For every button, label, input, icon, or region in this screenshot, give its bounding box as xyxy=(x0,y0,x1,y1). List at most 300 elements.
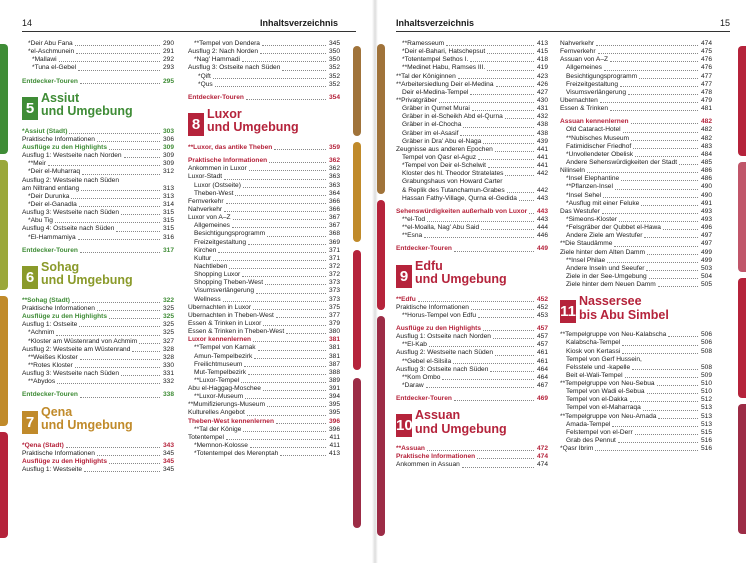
dot-leader xyxy=(248,239,326,245)
chapter-heading[interactable] xyxy=(396,260,548,294)
toc-entry-page: 345 xyxy=(162,465,174,473)
dot-leader xyxy=(233,214,326,220)
chapter-tab[interactable] xyxy=(0,432,8,538)
chapter-title-line2: und Umgebung xyxy=(41,104,133,119)
toc-entry-page: 515 xyxy=(700,428,712,436)
toc-entry[interactable] xyxy=(560,64,712,72)
toc-entry[interactable] xyxy=(22,391,174,399)
toc-entry-title: **Kom Ombo xyxy=(396,374,441,382)
toc-entry-title: Amada-Tempel xyxy=(560,421,611,429)
chapter-tab[interactable] xyxy=(353,250,361,370)
toc-entry[interactable] xyxy=(396,73,548,81)
toc-entry-title: Tempel von el-Dakka xyxy=(560,396,629,404)
toc-entry[interactable] xyxy=(188,56,340,64)
toc-entry-page: 469 xyxy=(536,395,548,403)
toc-entry-page: 373 xyxy=(328,279,340,287)
toc-entry[interactable] xyxy=(560,118,712,126)
toc-entry-page: 293 xyxy=(162,64,174,72)
dot-leader xyxy=(612,421,698,427)
dot-leader xyxy=(635,151,698,157)
chapter-title xyxy=(579,295,669,322)
toc-entry[interactable] xyxy=(396,366,548,374)
chapter-tab[interactable] xyxy=(377,200,385,310)
toc-entry-title: Kultur xyxy=(188,255,212,263)
toc-entry[interactable] xyxy=(188,304,340,312)
toc-entry-title: Ausflug 1: Ostseite xyxy=(22,321,78,329)
toc-entry[interactable] xyxy=(22,64,174,72)
toc-entry-page: 477 xyxy=(700,72,712,80)
toc-entry[interactable] xyxy=(560,429,712,437)
toc-entry[interactable] xyxy=(396,121,548,129)
dot-leader xyxy=(267,230,326,236)
toc-entry[interactable] xyxy=(22,144,174,152)
toc-entry[interactable] xyxy=(560,81,712,89)
dot-leader xyxy=(628,89,698,95)
toc-entry-page: 461 xyxy=(536,357,548,365)
toc-entry[interactable] xyxy=(396,56,548,64)
chapter-heading[interactable] xyxy=(396,409,548,443)
toc-entry[interactable] xyxy=(188,312,340,320)
dot-leader xyxy=(274,144,326,150)
toc-entry[interactable] xyxy=(188,48,340,56)
toc-entry[interactable] xyxy=(188,157,340,165)
dot-leader xyxy=(247,409,326,415)
toc-entry[interactable] xyxy=(560,224,712,232)
dot-leader xyxy=(658,281,698,287)
dot-leader xyxy=(124,152,160,158)
toc-entry-title: Andere Inseln und Seeufer xyxy=(560,265,645,273)
toc-entry[interactable] xyxy=(22,329,174,337)
toc-entry-page: 476 xyxy=(700,56,712,64)
toc-entry-title: *Qena (Stadt) xyxy=(22,441,64,449)
toc-entry-page: 331 xyxy=(162,370,174,378)
toc-entry[interactable] xyxy=(188,190,340,198)
toc-entry[interactable] xyxy=(188,344,340,352)
toc-entry[interactable] xyxy=(22,136,174,144)
toc-entry[interactable] xyxy=(188,409,340,417)
toc-entry[interactable] xyxy=(560,257,712,265)
dot-leader xyxy=(226,434,326,440)
dot-leader xyxy=(55,217,160,223)
chapter-tab[interactable] xyxy=(0,44,8,154)
chapter-heading[interactable] xyxy=(188,108,340,142)
toc-entry[interactable] xyxy=(560,240,712,248)
toc-entry[interactable] xyxy=(396,113,548,121)
toc-entry-page: 444 xyxy=(536,224,548,232)
toc-entry[interactable] xyxy=(188,450,340,458)
toc-entry[interactable] xyxy=(560,159,712,167)
toc-entry[interactable] xyxy=(396,89,548,97)
toc-entry[interactable] xyxy=(22,48,174,56)
toc-entry-page: 327 xyxy=(162,337,174,345)
toc-entry[interactable] xyxy=(396,105,548,113)
toc-entry[interactable] xyxy=(560,126,712,134)
toc-entry[interactable] xyxy=(188,385,340,393)
toc-entry[interactable] xyxy=(188,182,340,190)
toc-entry-page: 369 xyxy=(328,238,340,246)
toc-entry[interactable] xyxy=(188,442,340,450)
dot-leader xyxy=(242,271,326,277)
toc-entry-title: Beit el-Wali-Tempel xyxy=(560,372,624,380)
toc-entry[interactable] xyxy=(188,198,340,206)
toc-entry[interactable] xyxy=(188,73,340,81)
toc-entry[interactable] xyxy=(188,255,340,263)
toc-entry[interactable] xyxy=(560,89,712,97)
toc-entry[interactable] xyxy=(22,152,174,160)
chapter-tab[interactable] xyxy=(738,162,746,272)
toc-entry[interactable] xyxy=(396,232,548,240)
toc-entry-page: 426 xyxy=(536,80,548,88)
toc-entry-title: Entdecker-Touren xyxy=(22,246,78,254)
toc-entry[interactable] xyxy=(560,413,712,421)
toc-entry[interactable] xyxy=(560,135,712,143)
toc-entry[interactable] xyxy=(560,388,712,396)
toc-entry[interactable] xyxy=(560,437,712,445)
toc-entry[interactable] xyxy=(560,97,712,105)
toc-entry-title: Übernachten in Theben-West xyxy=(188,311,274,319)
toc-entry[interactable] xyxy=(396,453,548,461)
toc-entry-page: 345 xyxy=(162,449,174,457)
dot-leader xyxy=(66,442,160,448)
dot-leader xyxy=(507,187,534,193)
toc-entry[interactable] xyxy=(396,374,548,382)
toc-entry-page: 411 xyxy=(329,442,340,450)
toc-entry[interactable] xyxy=(188,287,340,295)
toc-entry[interactable] xyxy=(396,325,548,333)
toc-entry-page: 441 xyxy=(536,145,548,153)
dot-leader xyxy=(427,216,534,222)
toc-entry[interactable] xyxy=(22,378,174,386)
toc-entry[interactable] xyxy=(22,370,174,378)
toc-entry-title: *Totentempel Sethos I. xyxy=(396,56,469,64)
toc-entry[interactable] xyxy=(396,296,548,304)
toc-entry[interactable] xyxy=(22,362,174,370)
toc-entry[interactable] xyxy=(560,281,712,289)
toc-entry[interactable] xyxy=(188,165,340,173)
toc-entry[interactable] xyxy=(188,328,340,336)
toc-entry[interactable] xyxy=(188,434,340,442)
toc-entry[interactable] xyxy=(188,271,340,279)
dot-leader xyxy=(621,175,698,181)
chapter-tab[interactable] xyxy=(377,44,385,194)
toc-entry-title: Amun-Tempelbezirk xyxy=(188,353,253,361)
toc-entry[interactable] xyxy=(22,217,174,225)
toc-entry[interactable] xyxy=(22,247,174,255)
toc-entry-title: **Tempel von Dendera xyxy=(188,40,261,48)
toc-entry-title: **Mumifizierungs-Museum xyxy=(188,401,265,409)
chapter-tab[interactable] xyxy=(738,278,746,398)
toc-entry[interactable] xyxy=(396,382,548,390)
toc-entry-title: Ausflug 3: Ostseite nach Süden xyxy=(396,365,489,373)
toc-entry-page: 377 xyxy=(328,311,340,319)
dot-leader xyxy=(623,126,698,132)
dot-leader xyxy=(84,466,160,472)
toc-entry-page: 345 xyxy=(162,457,174,465)
toc-entry[interactable] xyxy=(22,234,174,242)
toc-entry[interactable] xyxy=(560,265,712,273)
toc-entry[interactable] xyxy=(560,396,712,404)
toc-entry[interactable] xyxy=(560,192,712,200)
toc-entry[interactable] xyxy=(22,321,174,329)
toc-entry-page: 328 xyxy=(162,345,174,353)
toc-entry-page: 481 xyxy=(700,105,712,113)
toc-entry[interactable] xyxy=(188,263,340,271)
dot-leader xyxy=(249,165,326,171)
toc-entry[interactable] xyxy=(188,361,340,369)
toc-entry-title: **Insel Philae xyxy=(560,257,606,265)
toc-entry-page: 446 xyxy=(536,232,548,240)
toc-entry[interactable] xyxy=(560,73,712,81)
toc-entry-title: *El-Hammamiya xyxy=(22,234,77,242)
toc-entry-page: 411 xyxy=(329,433,340,441)
toc-entry[interactable] xyxy=(396,445,548,453)
toc-entry[interactable] xyxy=(22,78,174,86)
dot-leader xyxy=(81,185,160,191)
chapter-heading[interactable] xyxy=(22,261,174,295)
toc-entry[interactable] xyxy=(188,418,340,426)
toc-entry[interactable] xyxy=(188,214,340,222)
toc-entry[interactable] xyxy=(560,167,712,175)
toc-entry[interactable] xyxy=(22,193,174,201)
toc-entry[interactable] xyxy=(188,353,340,361)
toc-entry[interactable] xyxy=(560,331,712,339)
toc-entry[interactable] xyxy=(396,349,548,357)
dot-leader xyxy=(244,361,326,367)
toc-entry[interactable] xyxy=(560,175,712,183)
dot-leader xyxy=(495,349,534,355)
dot-leader xyxy=(454,245,534,251)
toc-entry[interactable] xyxy=(560,40,712,48)
toc-entry[interactable] xyxy=(396,312,548,320)
dot-leader xyxy=(657,380,698,386)
toc-entry-page: 443 xyxy=(536,215,548,223)
toc-entry[interactable] xyxy=(560,143,712,151)
toc-entry[interactable] xyxy=(188,94,340,102)
toc-entry-page: 464 xyxy=(536,373,548,381)
toc-entry[interactable] xyxy=(396,178,548,186)
toc-entry-page: 315 xyxy=(162,225,174,233)
toc-entry[interactable] xyxy=(188,206,340,214)
toc-entry[interactable] xyxy=(188,320,340,328)
toc-entry[interactable] xyxy=(560,348,712,356)
toc-entry[interactable] xyxy=(396,333,548,341)
toc-entry[interactable] xyxy=(560,364,712,372)
dot-leader xyxy=(487,64,534,70)
toc-entry[interactable] xyxy=(560,48,712,56)
toc-entry[interactable] xyxy=(188,144,340,152)
toc-entry-title: *Qus xyxy=(188,81,214,89)
toc-entry[interactable] xyxy=(22,168,174,176)
toc-entry[interactable] xyxy=(22,56,174,64)
toc-entry[interactable] xyxy=(396,304,548,312)
toc-entry[interactable] xyxy=(188,377,340,385)
toc-entry[interactable] xyxy=(560,445,712,453)
toc-entry[interactable] xyxy=(396,48,548,56)
toc-entry[interactable] xyxy=(396,216,548,224)
toc-entry-page: 317 xyxy=(162,246,174,254)
toc-entry-page: 443 xyxy=(536,207,548,215)
toc-entry[interactable] xyxy=(188,173,340,181)
toc-entry-title: Gräber im el-Asasif xyxy=(396,130,459,138)
chapter-tab[interactable] xyxy=(353,46,361,136)
dot-leader xyxy=(596,40,698,46)
toc-entry[interactable] xyxy=(22,177,174,185)
chapter-heading[interactable] xyxy=(22,406,174,440)
toc-entry[interactable] xyxy=(22,458,174,466)
toc-entry[interactable] xyxy=(22,225,174,233)
dot-leader xyxy=(631,135,698,141)
toc-entry[interactable] xyxy=(560,339,712,347)
toc-entry-page: 499 xyxy=(700,256,712,264)
chapter-heading[interactable] xyxy=(560,295,712,329)
toc-entry[interactable] xyxy=(560,232,712,240)
toc-entry-title: *Deir el-Ganadla xyxy=(22,201,78,209)
toc-entry[interactable] xyxy=(396,461,548,469)
toc-entry[interactable] xyxy=(396,154,548,162)
toc-entry-page: 432 xyxy=(536,113,548,121)
toc-entry[interactable] xyxy=(22,160,174,168)
chapter-tab[interactable] xyxy=(353,378,361,528)
dot-leader xyxy=(242,56,326,62)
dot-leader xyxy=(446,40,534,46)
toc-entry[interactable] xyxy=(396,187,548,195)
toc-entry[interactable] xyxy=(188,222,340,230)
toc-entry-title: **Medinet Habu, Ramses III. xyxy=(396,64,486,72)
toc-entry[interactable] xyxy=(188,230,340,238)
toc-entry-page: 350 xyxy=(328,48,340,56)
toc-entry[interactable] xyxy=(396,170,548,178)
toc-entry[interactable] xyxy=(396,358,548,366)
toc-entry[interactable] xyxy=(396,138,548,146)
toc-entry-page: 443 xyxy=(536,194,548,202)
header-title: Inhaltsverzeichnis xyxy=(396,18,475,28)
toc-entry[interactable] xyxy=(560,56,712,64)
toc-entry[interactable] xyxy=(560,183,712,191)
toc-entry-page: 387 xyxy=(328,360,340,368)
dot-leader xyxy=(75,40,160,46)
toc-entry[interactable] xyxy=(560,200,712,208)
toc-entry[interactable] xyxy=(188,40,340,48)
toc-entry[interactable] xyxy=(22,450,174,458)
toc-entry[interactable] xyxy=(396,81,548,89)
chapter-title xyxy=(41,261,133,288)
dot-leader xyxy=(224,206,326,212)
toc-entry-title: *Achmim xyxy=(22,329,55,337)
toc-entry[interactable] xyxy=(22,201,174,209)
toc-entry[interactable] xyxy=(560,216,712,224)
chapter-heading[interactable] xyxy=(22,92,174,126)
dot-leader xyxy=(69,128,160,134)
toc-entry[interactable] xyxy=(560,273,712,281)
toc-entry[interactable] xyxy=(22,466,174,474)
toc-entry[interactable] xyxy=(22,40,174,48)
toc-entry-page: 493 xyxy=(700,215,712,223)
chapter-tab[interactable] xyxy=(738,46,746,156)
toc-entry-page: 371 xyxy=(328,254,340,262)
toc-entry[interactable] xyxy=(22,128,174,136)
chapter-tab[interactable] xyxy=(0,160,8,290)
toc-entry[interactable] xyxy=(22,354,174,362)
chapter-title-line2: und Umgebung xyxy=(207,120,299,135)
toc-entry-page: 476 xyxy=(700,64,712,72)
toc-entry[interactable] xyxy=(560,356,712,364)
toc-entry-title: Freizeitgestaltung xyxy=(188,239,247,247)
toc-entry[interactable] xyxy=(396,97,548,105)
toc-entry[interactable] xyxy=(188,279,340,287)
toc-entry[interactable] xyxy=(560,421,712,429)
toc-entry[interactable] xyxy=(188,64,340,72)
toc-entry[interactable] xyxy=(22,209,174,217)
toc-entry[interactable] xyxy=(560,380,712,388)
dot-leader xyxy=(218,247,326,253)
toc-entry[interactable] xyxy=(396,208,548,216)
toc-entry[interactable] xyxy=(188,239,340,247)
dot-leader xyxy=(97,136,160,142)
toc-entry[interactable] xyxy=(396,395,548,403)
toc-entry[interactable] xyxy=(22,297,174,305)
toc-entry[interactable] xyxy=(188,426,340,434)
toc-entry[interactable] xyxy=(22,185,174,193)
toc-entry[interactable] xyxy=(22,313,174,321)
toc-entry[interactable] xyxy=(188,401,340,409)
chapter-tab[interactable] xyxy=(377,316,385,536)
toc-entry[interactable] xyxy=(396,245,548,253)
toc-entry[interactable] xyxy=(188,393,340,401)
toc-entry[interactable] xyxy=(560,151,712,159)
toc-entry[interactable] xyxy=(22,442,174,450)
toc-entry-page: 486 xyxy=(700,167,712,175)
toc-entry[interactable] xyxy=(22,346,174,354)
toc-entry[interactable] xyxy=(188,296,340,304)
toc-entry[interactable] xyxy=(396,162,548,170)
toc-entry[interactable] xyxy=(396,130,548,138)
toc-entry[interactable] xyxy=(188,81,340,89)
toc-entry[interactable] xyxy=(560,249,712,257)
dot-leader xyxy=(276,418,326,424)
toc-entry-title: Gräber in el-Scheikh Abd el-Qurna xyxy=(396,113,504,121)
dot-leader xyxy=(481,224,534,230)
chapter-tab[interactable] xyxy=(738,404,746,534)
toc-entry[interactable] xyxy=(560,208,712,216)
toc-entry-page: 325 xyxy=(162,313,174,321)
toc-entry[interactable] xyxy=(188,369,340,377)
toc-entry[interactable] xyxy=(396,64,548,72)
toc-entry[interactable] xyxy=(396,341,548,349)
toc-entry[interactable] xyxy=(396,146,548,154)
toc-entry-page xyxy=(503,178,515,186)
toc-entry[interactable] xyxy=(188,247,340,255)
toc-entry[interactable] xyxy=(560,105,712,113)
toc-entry[interactable] xyxy=(560,404,712,412)
dot-leader xyxy=(496,81,535,87)
toc-entry[interactable] xyxy=(396,195,548,203)
chapter-tab[interactable] xyxy=(0,296,8,426)
toc-entry[interactable] xyxy=(22,305,174,313)
toc-entry[interactable] xyxy=(396,224,548,232)
dot-leader xyxy=(618,437,698,443)
toc-entry[interactable] xyxy=(188,336,340,344)
dot-leader xyxy=(478,312,534,318)
dot-leader xyxy=(75,362,160,368)
toc-entry-title: Praktische Informationen xyxy=(22,135,95,143)
dot-leader xyxy=(116,225,160,231)
chapter-tab[interactable] xyxy=(353,142,361,242)
toc-entry[interactable] xyxy=(22,338,174,346)
toc-entry-title: **el-Moalla, Nag' Abu Said xyxy=(396,224,480,232)
toc-entry[interactable] xyxy=(560,372,712,380)
toc-entry[interactable] xyxy=(396,40,548,48)
toc-entry-title: Luxor kennenlernen xyxy=(188,336,252,344)
